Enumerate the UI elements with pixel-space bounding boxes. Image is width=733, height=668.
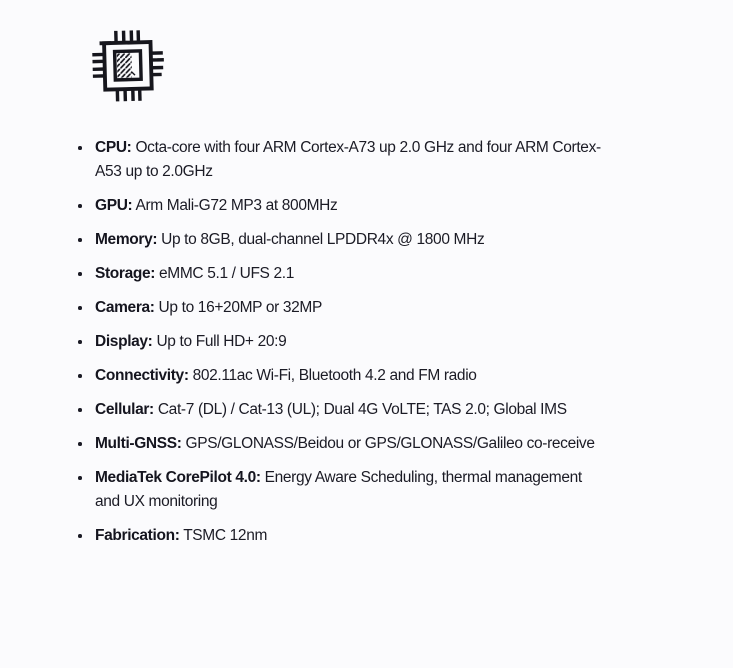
spec-item-corepilot bbox=[78, 466, 603, 514]
bullet-icon bbox=[78, 136, 95, 150]
spec-text bbox=[95, 296, 603, 320]
spec-text bbox=[95, 330, 603, 354]
spec-value: 802.11ac Wi-Fi, Bluetooth 4.2 and FM radio bbox=[188, 367, 477, 384]
bullet-icon bbox=[78, 330, 95, 344]
spec-text bbox=[95, 364, 603, 388]
spec-item-connectivity bbox=[78, 364, 603, 388]
spec-value: Up to 8GB, dual-channel LPDDR4x @ 1800 MHz bbox=[157, 231, 485, 248]
spec-value: Energy Aware Scheduling, thermal management and UX monitoring bbox=[95, 469, 582, 510]
bullet-icon bbox=[78, 432, 95, 446]
spec-item-gpu bbox=[78, 194, 603, 218]
bullet-icon bbox=[78, 466, 95, 480]
spec-item-multi-gnss bbox=[78, 432, 603, 456]
spec-value: eMMC 5.1 / UFS 2.1 bbox=[155, 265, 294, 282]
spec-label: CPU: bbox=[95, 139, 132, 156]
spec-text bbox=[95, 136, 603, 184]
spec-item-cpu bbox=[78, 136, 603, 184]
spec-label: Storage: bbox=[95, 265, 156, 282]
spec-text bbox=[95, 398, 603, 422]
spec-label: Camera: bbox=[95, 299, 155, 316]
bullet-icon bbox=[78, 194, 95, 208]
spec-text bbox=[95, 262, 603, 286]
spec-text bbox=[95, 228, 603, 252]
spec-label: Display: bbox=[95, 333, 153, 350]
bullet-icon bbox=[78, 296, 95, 310]
spec-item-fabrication bbox=[78, 524, 603, 548]
spec-value: Up to 16+20MP or 32MP bbox=[154, 299, 322, 316]
spec-value: TSMC 12nm bbox=[179, 527, 268, 544]
bullet-icon bbox=[78, 364, 95, 378]
spec-value: Arm Mali-G72 MP3 at 800MHz bbox=[132, 197, 338, 214]
spec-value: Octa-core with four ARM Cortex-A73 up 2.0 GHz and four ARM Cortex-A53 up to 2.0GHz bbox=[95, 139, 601, 180]
spec-item-memory bbox=[78, 228, 603, 252]
spec-item-storage bbox=[78, 262, 603, 286]
spec-item-display bbox=[78, 330, 603, 354]
spec-text bbox=[95, 432, 603, 456]
spec-label: Fabrication: bbox=[95, 527, 180, 544]
bullet-icon bbox=[78, 524, 95, 538]
spec-text bbox=[95, 194, 603, 218]
spec-value: Cat-7 (DL) / Cat-13 (UL); Dual 4G VoLTE; TAS 2.0; Global IMS bbox=[153, 401, 567, 418]
bullet-icon bbox=[78, 398, 95, 412]
spec-label: Cellular: bbox=[95, 401, 154, 418]
spec-label: MediaTek CorePilot 4.0: bbox=[95, 469, 261, 486]
bullet-icon bbox=[78, 262, 95, 276]
spec-label: GPU: bbox=[95, 197, 133, 214]
bullet-icon bbox=[78, 228, 95, 242]
spec-item-camera bbox=[78, 296, 603, 320]
spec-text bbox=[95, 466, 603, 514]
spec-label: Multi-GNSS: bbox=[95, 435, 182, 452]
spec-list bbox=[78, 136, 603, 548]
spec-text bbox=[95, 524, 603, 548]
spec-value: GPS/GLONASS/Beidou or GPS/GLONASS/Galileo co-receive bbox=[181, 435, 595, 452]
spec-value: Up to Full HD+ 20:9 bbox=[152, 333, 287, 350]
spec-label: Memory: bbox=[95, 231, 158, 248]
chip-icon bbox=[84, 22, 170, 108]
spec-label: Connectivity: bbox=[95, 367, 189, 384]
spec-item-cellular bbox=[78, 398, 603, 422]
